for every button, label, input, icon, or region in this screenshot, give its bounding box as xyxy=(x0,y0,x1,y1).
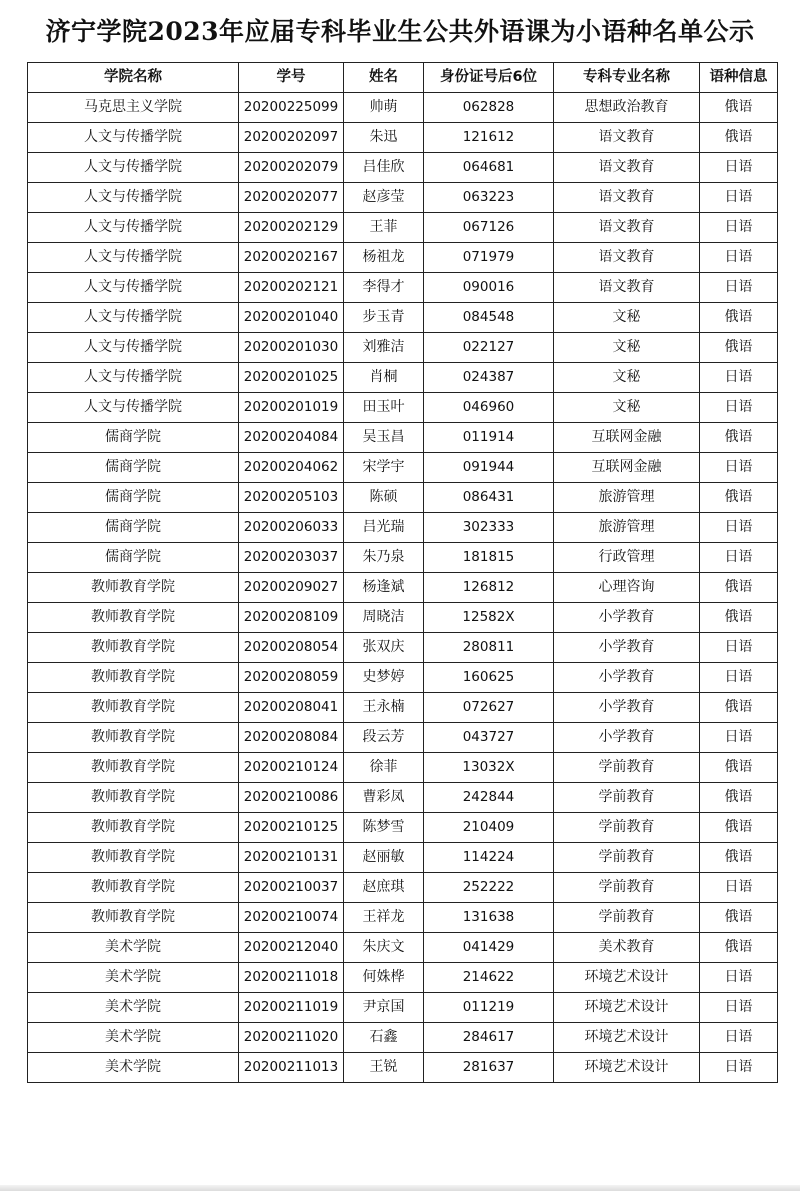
cell-major: 学前教育 xyxy=(554,843,700,873)
cell-language: 俄语 xyxy=(700,753,778,783)
cell-student-id: 20200205103 xyxy=(239,483,344,513)
cell-name: 吕光瑞 xyxy=(344,513,424,543)
cell-college: 人文与传播学院 xyxy=(28,153,239,183)
table-row xyxy=(28,123,778,153)
cell-name: 王菲 xyxy=(344,213,424,243)
cell-student-id: 20200211013 xyxy=(239,1053,344,1083)
cell-name: 吴玉昌 xyxy=(344,423,424,453)
cell-language: 日语 xyxy=(700,1023,778,1053)
cell-major: 语文教育 xyxy=(554,273,700,303)
cell-student-id: 20200210124 xyxy=(239,753,344,783)
cell-id-card-last6: 284617 xyxy=(424,1023,554,1053)
cell-major: 文秘 xyxy=(554,303,700,333)
table-row xyxy=(28,873,778,903)
cell-major: 小学教育 xyxy=(554,723,700,753)
cell-major: 学前教育 xyxy=(554,753,700,783)
cell-name: 李得才 xyxy=(344,273,424,303)
cell-major: 语文教育 xyxy=(554,213,700,243)
cell-language: 日语 xyxy=(700,723,778,753)
cell-major: 小学教育 xyxy=(554,633,700,663)
cell-student-id: 20200208084 xyxy=(239,723,344,753)
table-body xyxy=(28,93,778,1083)
cell-language: 俄语 xyxy=(700,303,778,333)
cell-student-id: 20200211020 xyxy=(239,1023,344,1053)
cell-college: 儒商学院 xyxy=(28,543,239,573)
cell-language: 日语 xyxy=(700,243,778,273)
cell-id-card-last6: 046960 xyxy=(424,393,554,423)
table-row xyxy=(28,1053,778,1083)
cell-college: 儒商学院 xyxy=(28,423,239,453)
cell-name: 赵丽敏 xyxy=(344,843,424,873)
cell-major: 小学教育 xyxy=(554,603,700,633)
cell-major: 小学教育 xyxy=(554,693,700,723)
cell-name: 曹彩凤 xyxy=(344,783,424,813)
cell-college: 教师教育学院 xyxy=(28,843,239,873)
table-row xyxy=(28,963,778,993)
cell-name: 王永楠 xyxy=(344,693,424,723)
cell-id-card-last6: 214622 xyxy=(424,963,554,993)
cell-major: 互联网金融 xyxy=(554,423,700,453)
table-row xyxy=(28,843,778,873)
cell-id-card-last6: 043727 xyxy=(424,723,554,753)
cell-language: 俄语 xyxy=(700,123,778,153)
cell-student-id: 20200206033 xyxy=(239,513,344,543)
cell-id-card-last6: 090016 xyxy=(424,273,554,303)
cell-name: 步玉青 xyxy=(344,303,424,333)
cell-id-card-last6: 302333 xyxy=(424,513,554,543)
cell-name: 尹京国 xyxy=(344,993,424,1023)
cell-language: 日语 xyxy=(700,993,778,1023)
cell-id-card-last6: 011219 xyxy=(424,993,554,1023)
cell-language: 日语 xyxy=(700,1053,778,1083)
cell-name: 张双庆 xyxy=(344,633,424,663)
cell-name: 段云芳 xyxy=(344,723,424,753)
cell-name: 杨祖龙 xyxy=(344,243,424,273)
table-row xyxy=(28,543,778,573)
cell-student-id: 20200210074 xyxy=(239,903,344,933)
cell-college: 人文与传播学院 xyxy=(28,393,239,423)
table-row xyxy=(28,1023,778,1053)
header-id-card-last6: 身份证号后6位 xyxy=(424,63,554,93)
cell-language: 日语 xyxy=(700,963,778,993)
cell-college: 马克思主义学院 xyxy=(28,93,239,123)
cell-college: 教师教育学院 xyxy=(28,633,239,663)
header-major: 专科专业名称 xyxy=(554,63,700,93)
cell-major: 文秘 xyxy=(554,363,700,393)
cell-major: 语文教育 xyxy=(554,123,700,153)
table-row xyxy=(28,453,778,483)
header-student-id: 学号 xyxy=(239,63,344,93)
table-row xyxy=(28,183,778,213)
cell-language: 日语 xyxy=(700,183,778,213)
table-row xyxy=(28,933,778,963)
cell-major: 学前教育 xyxy=(554,783,700,813)
cell-language: 俄语 xyxy=(700,333,778,363)
table-row xyxy=(28,603,778,633)
cell-student-id: 20200202121 xyxy=(239,273,344,303)
table-row xyxy=(28,303,778,333)
cell-id-card-last6: 13032X xyxy=(424,753,554,783)
cell-major: 美术教育 xyxy=(554,933,700,963)
table-row xyxy=(28,393,778,423)
cell-language: 俄语 xyxy=(700,603,778,633)
table-row xyxy=(28,993,778,1023)
cell-id-card-last6: 022127 xyxy=(424,333,554,363)
cell-id-card-last6: 062828 xyxy=(424,93,554,123)
cell-language: 日语 xyxy=(700,213,778,243)
table-row xyxy=(28,813,778,843)
cell-student-id: 20200203037 xyxy=(239,543,344,573)
cell-major: 行政管理 xyxy=(554,543,700,573)
cell-name: 吕佳欣 xyxy=(344,153,424,183)
cell-id-card-last6: 114224 xyxy=(424,843,554,873)
cell-language: 日语 xyxy=(700,393,778,423)
cell-name: 肖桐 xyxy=(344,363,424,393)
cell-college: 教师教育学院 xyxy=(28,813,239,843)
cell-college: 人文与传播学院 xyxy=(28,273,239,303)
cell-student-id: 20200208041 xyxy=(239,693,344,723)
table-row xyxy=(28,903,778,933)
cell-student-id: 20200202077 xyxy=(239,183,344,213)
cell-id-card-last6: 086431 xyxy=(424,483,554,513)
page-bottom-edge xyxy=(0,1185,800,1191)
table-row xyxy=(28,663,778,693)
cell-id-card-last6: 067126 xyxy=(424,213,554,243)
cell-language: 俄语 xyxy=(700,483,778,513)
cell-major: 文秘 xyxy=(554,333,700,363)
cell-name: 朱迅 xyxy=(344,123,424,153)
cell-language: 日语 xyxy=(700,513,778,543)
cell-student-id: 20200211019 xyxy=(239,993,344,1023)
table-header-row xyxy=(28,63,778,93)
cell-student-id: 20200210131 xyxy=(239,843,344,873)
table-row xyxy=(28,243,778,273)
cell-student-id: 20200210125 xyxy=(239,813,344,843)
cell-name: 杨逢斌 xyxy=(344,573,424,603)
cell-id-card-last6: 280811 xyxy=(424,633,554,663)
cell-college: 美术学院 xyxy=(28,993,239,1023)
cell-language: 俄语 xyxy=(700,933,778,963)
cell-student-id: 20200208059 xyxy=(239,663,344,693)
cell-college: 儒商学院 xyxy=(28,483,239,513)
cell-college: 美术学院 xyxy=(28,963,239,993)
cell-id-card-last6: 160625 xyxy=(424,663,554,693)
cell-college: 教师教育学院 xyxy=(28,573,239,603)
cell-language: 日语 xyxy=(700,453,778,483)
cell-major: 思想政治教育 xyxy=(554,93,700,123)
cell-college: 教师教育学院 xyxy=(28,783,239,813)
header-college: 学院名称 xyxy=(28,63,239,93)
cell-language: 俄语 xyxy=(700,693,778,723)
cell-college: 人文与传播学院 xyxy=(28,213,239,243)
cell-student-id: 20200225099 xyxy=(239,93,344,123)
table-row xyxy=(28,333,778,363)
table-row xyxy=(28,573,778,603)
cell-name: 周晓洁 xyxy=(344,603,424,633)
cell-major: 语文教育 xyxy=(554,243,700,273)
cell-major: 学前教育 xyxy=(554,903,700,933)
cell-student-id: 20200204062 xyxy=(239,453,344,483)
cell-id-card-last6: 063223 xyxy=(424,183,554,213)
cell-major: 环境艺术设计 xyxy=(554,963,700,993)
cell-language: 俄语 xyxy=(700,573,778,603)
table-row xyxy=(28,273,778,303)
cell-id-card-last6: 12582X xyxy=(424,603,554,633)
cell-major: 旅游管理 xyxy=(554,483,700,513)
cell-student-id: 20200208109 xyxy=(239,603,344,633)
cell-id-card-last6: 242844 xyxy=(424,783,554,813)
header-name: 姓名 xyxy=(344,63,424,93)
cell-id-card-last6: 181815 xyxy=(424,543,554,573)
cell-student-id: 20200202129 xyxy=(239,213,344,243)
cell-id-card-last6: 210409 xyxy=(424,813,554,843)
cell-id-card-last6: 072627 xyxy=(424,693,554,723)
cell-college: 教师教育学院 xyxy=(28,723,239,753)
cell-student-id: 20200210086 xyxy=(239,783,344,813)
cell-language: 俄语 xyxy=(700,783,778,813)
cell-language: 日语 xyxy=(700,273,778,303)
cell-college: 儒商学院 xyxy=(28,513,239,543)
cell-student-id: 20200201030 xyxy=(239,333,344,363)
cell-college: 人文与传播学院 xyxy=(28,333,239,363)
cell-name: 朱庆文 xyxy=(344,933,424,963)
cell-college: 教师教育学院 xyxy=(28,753,239,783)
cell-student-id: 20200202097 xyxy=(239,123,344,153)
cell-name: 王锐 xyxy=(344,1053,424,1083)
cell-college: 教师教育学院 xyxy=(28,663,239,693)
table-row xyxy=(28,723,778,753)
cell-student-id: 20200201040 xyxy=(239,303,344,333)
cell-student-id: 20200204084 xyxy=(239,423,344,453)
cell-college: 教师教育学院 xyxy=(28,603,239,633)
cell-college: 人文与传播学院 xyxy=(28,303,239,333)
cell-student-id: 20200209027 xyxy=(239,573,344,603)
cell-student-id: 20200212040 xyxy=(239,933,344,963)
cell-name: 赵彦莹 xyxy=(344,183,424,213)
cell-name: 何姝桦 xyxy=(344,963,424,993)
cell-language: 日语 xyxy=(700,153,778,183)
table-row xyxy=(28,423,778,453)
cell-id-card-last6: 121612 xyxy=(424,123,554,153)
table-row xyxy=(28,93,778,123)
cell-id-card-last6: 084548 xyxy=(424,303,554,333)
cell-name: 史梦婷 xyxy=(344,663,424,693)
cell-name: 陈梦雪 xyxy=(344,813,424,843)
cell-major: 心理咨询 xyxy=(554,573,700,603)
table-row xyxy=(28,753,778,783)
cell-id-card-last6: 281637 xyxy=(424,1053,554,1083)
cell-major: 互联网金融 xyxy=(554,453,700,483)
cell-name: 宋学宇 xyxy=(344,453,424,483)
cell-college: 人文与传播学院 xyxy=(28,183,239,213)
cell-name: 徐菲 xyxy=(344,753,424,783)
cell-college: 教师教育学院 xyxy=(28,693,239,723)
cell-name: 陈硕 xyxy=(344,483,424,513)
cell-name: 刘雅洁 xyxy=(344,333,424,363)
cell-name: 帅萌 xyxy=(344,93,424,123)
cell-id-card-last6: 064681 xyxy=(424,153,554,183)
cell-name: 田玉叶 xyxy=(344,393,424,423)
cell-major: 语文教育 xyxy=(554,153,700,183)
table-row xyxy=(28,513,778,543)
cell-major: 学前教育 xyxy=(554,813,700,843)
table-row xyxy=(28,783,778,813)
table-row xyxy=(28,483,778,513)
cell-name: 石鑫 xyxy=(344,1023,424,1053)
cell-language: 俄语 xyxy=(700,93,778,123)
table-row xyxy=(28,153,778,183)
cell-student-id: 20200202167 xyxy=(239,243,344,273)
cell-id-card-last6: 011914 xyxy=(424,423,554,453)
cell-id-card-last6: 024387 xyxy=(424,363,554,393)
table-row xyxy=(28,213,778,243)
cell-college: 人文与传播学院 xyxy=(28,363,239,393)
student-list-table xyxy=(27,62,778,1083)
cell-major: 环境艺术设计 xyxy=(554,1023,700,1053)
table-row xyxy=(28,693,778,723)
cell-language: 日语 xyxy=(700,363,778,393)
cell-name: 王祥龙 xyxy=(344,903,424,933)
cell-college: 儒商学院 xyxy=(28,453,239,483)
cell-college: 教师教育学院 xyxy=(28,873,239,903)
cell-college: 人文与传播学院 xyxy=(28,243,239,273)
cell-student-id: 20200211018 xyxy=(239,963,344,993)
cell-college: 美术学院 xyxy=(28,1023,239,1053)
cell-name: 朱乃泉 xyxy=(344,543,424,573)
cell-name: 赵庶琪 xyxy=(344,873,424,903)
cell-language: 俄语 xyxy=(700,903,778,933)
cell-student-id: 20200201025 xyxy=(239,363,344,393)
cell-major: 小学教育 xyxy=(554,663,700,693)
table-row xyxy=(28,633,778,663)
cell-student-id: 20200210037 xyxy=(239,873,344,903)
cell-college: 教师教育学院 xyxy=(28,903,239,933)
cell-major: 文秘 xyxy=(554,393,700,423)
cell-student-id: 20200202079 xyxy=(239,153,344,183)
cell-language: 日语 xyxy=(700,663,778,693)
cell-major: 环境艺术设计 xyxy=(554,993,700,1023)
cell-language: 日语 xyxy=(700,873,778,903)
cell-major: 环境艺术设计 xyxy=(554,1053,700,1083)
cell-id-card-last6: 126812 xyxy=(424,573,554,603)
cell-language: 俄语 xyxy=(700,813,778,843)
cell-language: 俄语 xyxy=(700,843,778,873)
cell-college: 美术学院 xyxy=(28,1053,239,1083)
cell-college: 美术学院 xyxy=(28,933,239,963)
cell-language: 日语 xyxy=(700,633,778,663)
table-row xyxy=(28,363,778,393)
cell-major: 学前教育 xyxy=(554,873,700,903)
cell-college: 人文与传播学院 xyxy=(28,123,239,153)
page-title: 济宁学院2023年应届专科毕业生公共外语课为小语种名单公示 xyxy=(45,17,755,46)
cell-id-card-last6: 041429 xyxy=(424,933,554,963)
cell-student-id: 20200201019 xyxy=(239,393,344,423)
cell-major: 语文教育 xyxy=(554,183,700,213)
cell-id-card-last6: 071979 xyxy=(424,243,554,273)
cell-id-card-last6: 091944 xyxy=(424,453,554,483)
cell-student-id: 20200208054 xyxy=(239,633,344,663)
header-language: 语种信息 xyxy=(700,63,778,93)
cell-id-card-last6: 252222 xyxy=(424,873,554,903)
cell-major: 旅游管理 xyxy=(554,513,700,543)
cell-id-card-last6: 131638 xyxy=(424,903,554,933)
cell-language: 俄语 xyxy=(700,423,778,453)
cell-language: 日语 xyxy=(700,543,778,573)
